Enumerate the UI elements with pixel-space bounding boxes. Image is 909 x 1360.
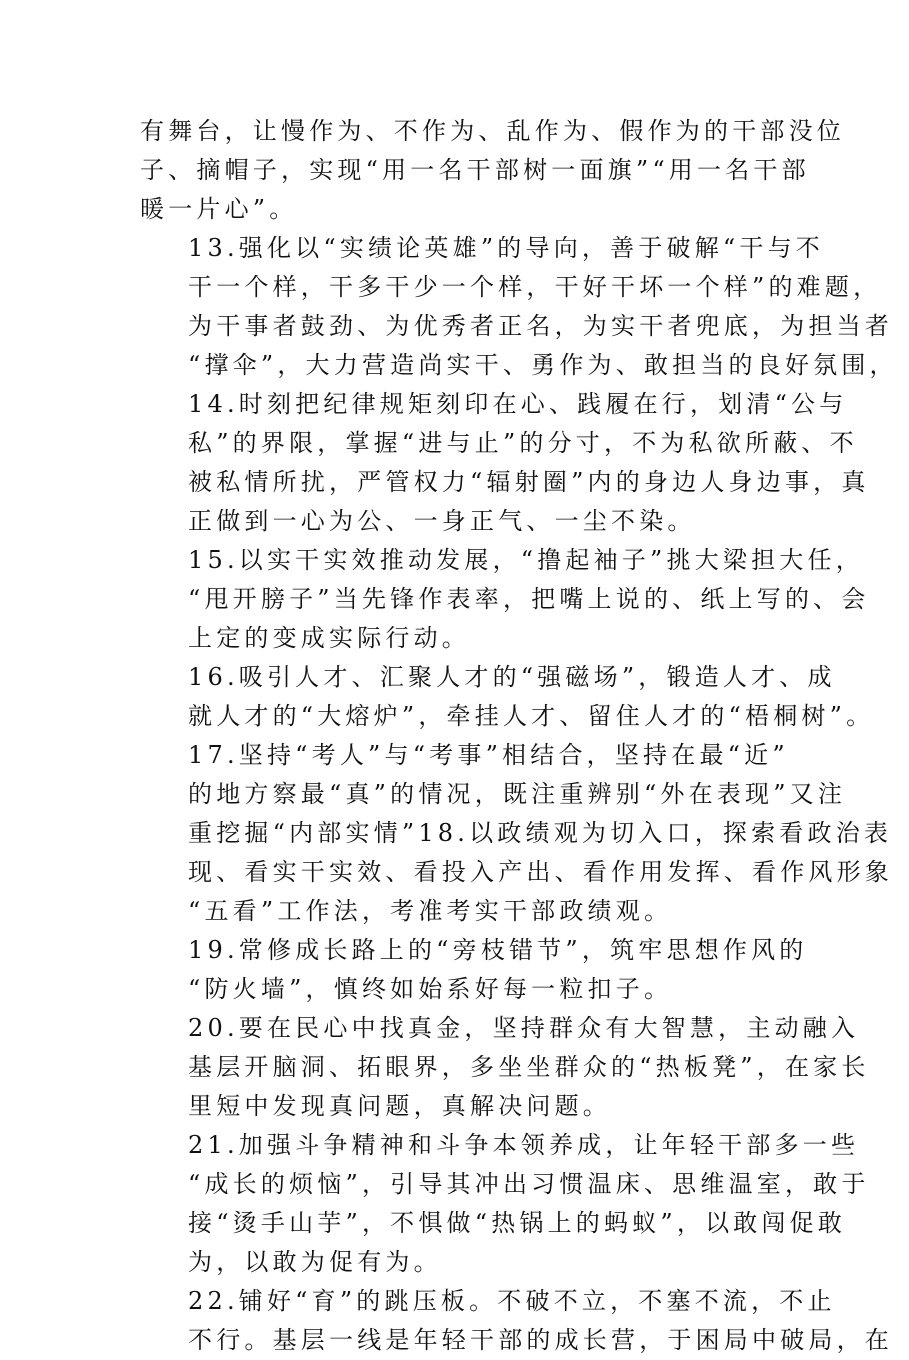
text-line: 为，以敢为促有为。: [188, 1248, 442, 1276]
text-line: “撑伞”，大力营造尚实干、勇作为、敢担当的良好氛围，: [188, 351, 898, 379]
paragraph: [140, 736, 893, 931]
text-line: 17.坚持“考人”与“考事”相结合，坚持在最“近”: [188, 741, 789, 769]
text-line: 有舞台，让慢作为、不作为、乱作为、假作为的干部没位: [140, 117, 845, 145]
text-line: 13.强化以“实绩论英雄”的导向，善于破解“干与不: [188, 234, 824, 262]
text-line: 不行。基层一线是年轻干部的成长营，于困局中破局，在: [188, 1326, 893, 1354]
text-line: 正做到一心为公、一身正气、一尘不染。: [188, 507, 696, 535]
text-line: “成长的烦恼”，引导其冲出习惯温床、思维温室，敢于: [188, 1170, 870, 1198]
paragraph: [140, 229, 898, 385]
paragraph: [140, 931, 808, 1009]
text-line: 接“烫手山芋”，不惧做“热锅上的蚂蚁”，以敢闯促敢: [188, 1209, 847, 1237]
text-line: “防火墙”，慎终如始系好每一粒扣子。: [188, 975, 673, 1003]
text-line: 里短中发现真问题，真解决问题。: [188, 1092, 611, 1120]
text-line: “五看”工作法，考准考实干部政绩观。: [188, 897, 673, 925]
text-line: 干一个样，干多干少一个样，干好干坏一个样”的难题，: [188, 273, 882, 301]
paragraph: [140, 112, 845, 229]
text-line: 基层开脑洞、拓眼界，多坐坐群众的“热板凳”，在家长: [188, 1053, 870, 1081]
document-body: [140, 112, 898, 1360]
paragraph: [140, 541, 870, 658]
text-line: 19.常修成长路上的“旁枝错节”，筑牢思想作风的: [188, 936, 808, 964]
text-line: 上定的变成实际行动。: [188, 624, 470, 652]
text-line: 为干事者鼓劲、为优秀者正名，为实干者兜底，为担当者: [188, 312, 893, 340]
text-line: 16.吸引人才、汇聚人才的“强磁场”，锻造人才、成: [188, 663, 836, 691]
paragraph: [140, 1009, 870, 1126]
text-line: 22.铺好“育”的跳压板。不破不立，不塞不流，不止: [188, 1287, 836, 1315]
paragraph: [140, 1282, 893, 1360]
text-line: 子、摘帽子，实现“用一名干部树一面旗”“用一名干部: [140, 156, 810, 184]
text-line: 重挖掘“内部实情”18.以政绩观为切入口，探索看政治表: [188, 819, 893, 847]
text-line: 20.要在民心中找真金，坚持群众有大智慧，主动融入: [188, 1014, 860, 1042]
text-line: 私”的界限，掌握“进与止”的分寸，不为私欲所蔽、不: [188, 429, 858, 457]
text-line: 21.加强斗争精神和斗争本领养成，让年轻干部多一些: [188, 1131, 860, 1159]
text-line: “甩开膀子”当先锋作表率，把嘴上说的、纸上写的、会: [188, 585, 870, 613]
text-line: 14.时刻把纪律规矩刻印在心、践履在行，划清“公与: [188, 390, 848, 418]
text-line: 现、看实干实效、看投入产出、看作用发挥、看作风形象: [188, 858, 893, 886]
paragraph: [140, 658, 875, 736]
text-line: 暖一片心”。: [140, 195, 298, 223]
text-line: 的地方察最“真”的情况，既注重辨别“外在表现”又注: [188, 780, 847, 808]
text-line: 15.以实干实效推动发展，“撸起袖子”挑大梁担大任，: [188, 546, 864, 574]
paragraph: [140, 1126, 870, 1282]
paragraph: [140, 385, 870, 541]
text-line: 被私情所扰，严管权力“辐射圈”内的身边人身边事，真: [188, 468, 870, 496]
text-line: 就人才的“大熔炉”，牵挂人才、留住人才的“梧桐树”。: [188, 702, 875, 730]
